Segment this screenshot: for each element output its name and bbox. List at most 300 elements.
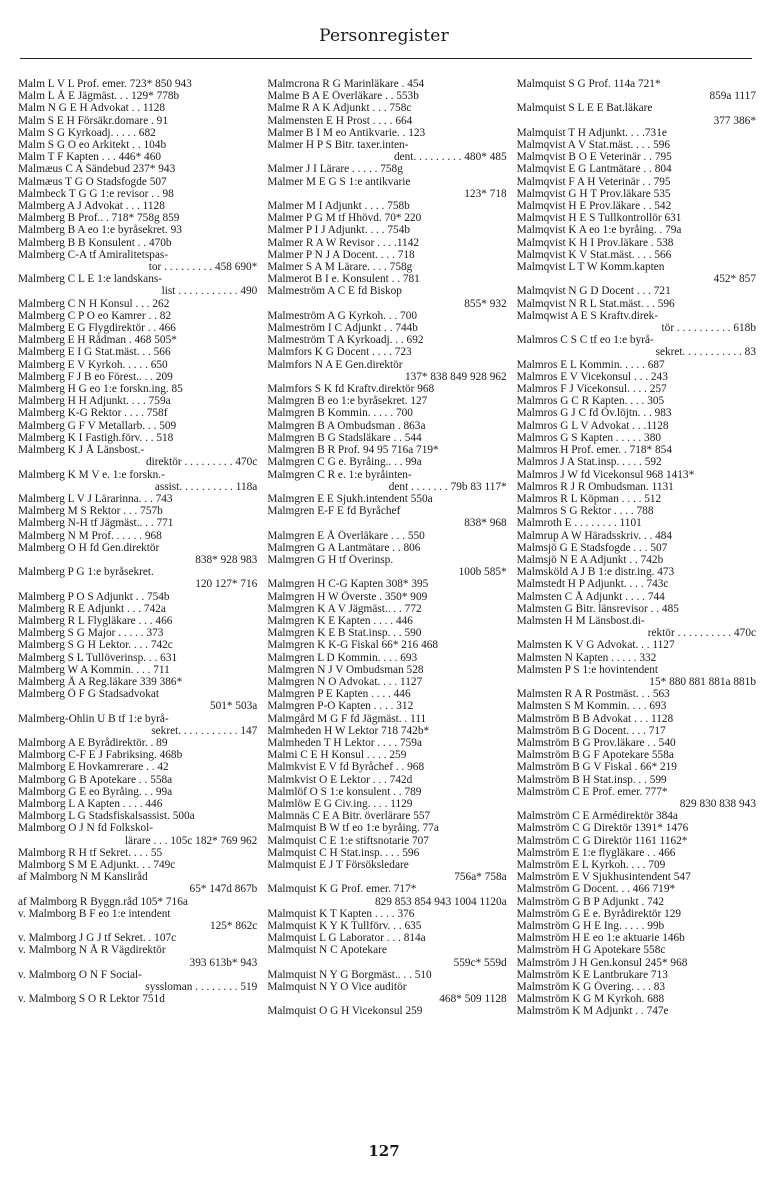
entry-continuation: 120 127* 716 [195, 578, 258, 591]
register-entry [517, 237, 756, 249]
register-entry [267, 90, 506, 102]
entry-text: Malmeström A G Kyrkoh. . . 700 [267, 309, 418, 322]
register-entry [517, 847, 756, 859]
entry-text: Malmberg B A eo 1:e byråsekret. 93 [18, 224, 182, 237]
entry-text: Malmquist O G H Vicekonsul 259 [267, 1005, 423, 1018]
register-entry [517, 883, 756, 895]
register-entry [267, 505, 506, 529]
entry-text: Malmström G B P Adjunkt . 742 [516, 895, 665, 908]
register-entry [267, 639, 506, 651]
entry-text: v. Malmborg B F eo 1:e intendent [18, 907, 171, 920]
entry-text: Malmgren C R e. 1:e byråinten- [267, 468, 412, 481]
entry-text: Malmgren K K-G Fiskal 66* 216 468 [267, 639, 439, 652]
register-entry [18, 847, 257, 859]
register-entry [267, 664, 506, 676]
entry-text: Malmberg E H Rådman . 468 505* [18, 334, 177, 347]
register-entry [267, 200, 506, 212]
entry-text: Malmström G Docent. . . 466 719* [516, 883, 676, 896]
entry-text: Malmström C E Armédirektör 384a [516, 810, 678, 823]
register-entry [18, 761, 257, 773]
entry-continuation: direktör . . . . . . . . . 470c [145, 456, 258, 469]
register-entry [18, 359, 257, 371]
entry-text: Malmsten H M Länsbost.di- [516, 614, 645, 627]
entry-text: Malmheden T H Lektor . . . . 759a [267, 736, 422, 749]
register-column-3 [517, 78, 756, 1110]
entry-text: Malme R A K Adjunkt . . . 758c [267, 102, 412, 115]
register-entry [517, 517, 756, 529]
entry-text: Malmberg M S Rektor . . . 757b [18, 505, 163, 518]
register-entry [18, 115, 257, 127]
entry-text: Malmberg W A Kommin. . . . 711 [18, 663, 170, 676]
entry-text: Malmström K G M Kyrkoh. 688 [516, 993, 665, 1006]
entry-text: Malmros H Prof. emer. . 718* 854 [516, 444, 672, 457]
entry-text: Malmberg C-A tf Amiralitetspas- [18, 248, 169, 261]
entry-continuation: dent. . . . . . . . . 480* 485 [394, 151, 507, 164]
entry-text: Malmsten G Bitr. länsrevisor . . 485 [516, 602, 679, 615]
entry-text: Malmström K G Övering. . . . 83 [516, 981, 666, 994]
register-column-2 [267, 78, 506, 1110]
entry-text: Malmquist N C Apotekare [267, 944, 387, 957]
entry-continuation: lärare . . . 105c 182* 769 962 [124, 834, 258, 847]
entry-text: Malmgren B G Stadsläkare . . 544 [267, 431, 422, 444]
entry-text: Malm T F Kapten . . . 446* 460 [18, 151, 161, 164]
register-entry [18, 249, 257, 273]
entry-text: Malmberg H G eo 1:e forskn.ing. 85 [18, 383, 183, 396]
register-entry [517, 139, 756, 151]
entry-text: Malmsten S M Kommin. . . . 693 [516, 700, 667, 713]
register-entry [517, 456, 756, 468]
register-entry [517, 908, 756, 920]
register-column-1 [18, 78, 257, 1110]
entry-text: Malmquist C E 1:e stiftsnotarie 707 [267, 834, 429, 847]
register-entry [18, 176, 257, 188]
register-entry [18, 517, 257, 529]
entry-text: Malmsjö G E Stadsfogde . . . 507 [516, 541, 668, 554]
register-entry [18, 444, 257, 468]
register-entry [18, 591, 257, 603]
register-entry [517, 78, 756, 102]
entry-text: Malmgren E E Sjukh.intendent 550a [267, 492, 433, 505]
entry-text: Malmfors K G Docent . . . . 723 [267, 346, 412, 359]
entry-continuation: assist. . . . . . . . . . 118a [154, 480, 258, 493]
entry-text: Malmberg L V J Lärarinna. . . 743 [18, 492, 173, 505]
entry-text: Malmensten E H Prost . . . . 664 [267, 114, 413, 127]
entry-continuation: 855* 932 [464, 297, 507, 310]
entry-text: Malmer H P S Bitr. taxer.inten- [267, 139, 409, 152]
entry-text: Malmquist K T Kapten . . . . 376 [267, 907, 415, 920]
register-entry [517, 774, 756, 786]
register-entry [517, 957, 756, 969]
register-entry [18, 627, 257, 639]
register-entry [267, 944, 506, 968]
entry-continuation: rektör . . . . . . . . . . 470c [647, 627, 756, 640]
entry-continuation: 15* 880 881 881a 881b [649, 675, 756, 688]
register-entry [517, 737, 756, 749]
register-entry [517, 383, 756, 395]
entry-text: Malmgård M G F fd Jägmäst. . 111 [267, 712, 427, 725]
entry-text: Malmeström I C Adjunkt . . 744b [267, 322, 418, 335]
entry-text: Malmeström T A Kyrkoadj. . . 692 [267, 334, 424, 347]
entry-text: Malmqvist K H I Prov.läkare . 538 [516, 236, 674, 249]
register-entry [267, 810, 506, 822]
entry-text: Malmström B G F Apotekare 558a [516, 749, 674, 762]
entry-text: Malmborg R H tf Sekret. . . . 55 [18, 846, 163, 859]
entry-text: Malmberg S G Major . . . . . 373 [18, 627, 164, 640]
entry-text: Malmberg S G H Lektor. . . . 742c [18, 639, 173, 652]
register-entry [517, 493, 756, 505]
entry-text: Malmberg E I G Stat.mäst. . . 566 [18, 346, 171, 359]
register-entry [18, 810, 257, 822]
register-entry [18, 822, 257, 846]
register-entry [18, 676, 257, 688]
register-entry [18, 200, 257, 212]
register-entry [18, 932, 257, 944]
register-entry [267, 395, 506, 407]
register-entry [267, 920, 506, 932]
entry-text: Malmström J H Gen.konsul 245* 968 [516, 956, 688, 969]
register-entry [517, 359, 756, 371]
register-entry [267, 969, 506, 981]
entry-text: Malmros G C R Kapten. . . . 305 [516, 395, 665, 408]
register-entry [517, 469, 756, 481]
register-entry [18, 224, 257, 236]
entry-text: Malmer B I M eo Antikvarie. . 123 [267, 126, 426, 139]
entry-text: Malmström B B Advokat . . . 1128 [516, 712, 674, 725]
register-entry [18, 615, 257, 627]
entry-text: Malme B A E Överläkare . . 553b [267, 90, 419, 103]
register-entry [267, 822, 506, 834]
register-entry [18, 652, 257, 664]
entry-continuation: 393 613b* 943 [189, 956, 258, 969]
entry-text: Malmborg A E Byrådirektör. . 89 [18, 736, 168, 749]
entry-text: Malmros E L Kommin. . . . . 687 [516, 358, 665, 371]
entry-text: Malmros G L V Advokat . . .1128 [516, 419, 669, 432]
entry-text: Malmqvist E G Lantmätare . . 804 [516, 163, 672, 176]
register-entry [517, 407, 756, 419]
register-entry [267, 908, 506, 920]
entry-text: Malm L Å E Jägmäst. . . 129* 778b [18, 90, 180, 103]
register-entry [267, 774, 506, 786]
page-number: 127 [368, 1142, 400, 1160]
register-entry [517, 664, 756, 688]
entry-text: Malmberg P O S Adjunkt . . 754b [18, 590, 170, 603]
entry-text: Malmgren E-F E fd Byråchef [267, 505, 401, 518]
entry-text: Malmsjö N E A Adjunkt . . 742b [516, 553, 664, 566]
entry-text: Malmberg R E Adjunkt . . . 742a [18, 602, 166, 615]
register-entry [18, 78, 257, 90]
entry-text: Malmberg N-H tf Jägmäst.. . . 771 [18, 517, 174, 530]
entry-text: af Malmborg N M Kansliråd [18, 871, 148, 884]
register-entry [267, 469, 506, 493]
entry-text: Malmfors N A E Gen.direktör [267, 358, 403, 371]
register-entry [517, 761, 756, 773]
entry-continuation: 559c* 559d [453, 956, 507, 969]
register-entry [517, 176, 756, 188]
entry-text: Malmbeck T G G 1:e revisor . . 98 [18, 187, 174, 200]
register-entry [267, 407, 506, 419]
entry-text: Malmberg C N H Konsul . . . 262 [18, 297, 170, 310]
entry-text: Malm N G E H Advokat . . 1128 [18, 102, 166, 115]
entry-text: Malmsten C Å Adjunkt . . . . 744 [516, 590, 665, 603]
register-entry [517, 188, 756, 200]
register-entry [18, 566, 257, 590]
entry-text: Malmström G E e. Byrådirektör 129 [516, 907, 682, 920]
register-entry [517, 371, 756, 383]
entry-text: Malmros F J Vicekonsul. . . . 257 [516, 383, 667, 396]
register-entry [18, 713, 257, 737]
entry-text: Malmgren K E B Stat.insp. . . 590 [267, 627, 422, 640]
entry-text: Malmquist S G Prof. 114a 721* [516, 78, 661, 90]
register-entry [517, 591, 756, 603]
register-entry [517, 896, 756, 908]
entry-text: Malmsten R A R Postmäst. . . 563 [516, 688, 670, 701]
entry-text: Malm S E H Försäkr.domare . 91 [18, 114, 168, 127]
register-entry [517, 822, 756, 834]
register-entry [18, 383, 257, 395]
register-entry [517, 212, 756, 224]
entry-text: Malmberg C P O eo Kamrer . . 82 [18, 309, 172, 322]
entry-continuation: 829 830 838 943 [679, 797, 756, 810]
register-entry [267, 652, 506, 664]
register-entry [517, 688, 756, 700]
register-entry [517, 432, 756, 444]
entry-text: Malmæus T G O Stadsfogde 507 [18, 175, 167, 188]
register-entry [18, 432, 257, 444]
entry-text: Malmer R A W Revisor . . . .1142 [267, 236, 419, 249]
register-entry [517, 749, 756, 761]
entry-text: Malmlöf O S 1:e konsulent . . 789 [267, 785, 422, 798]
register-entry [517, 932, 756, 944]
register-entry [517, 298, 756, 310]
register-entry [267, 578, 506, 590]
register-entry [267, 1005, 506, 1017]
entry-text: Malmer P I J Adjunkt. . . . 754b [267, 224, 411, 237]
register-entry [517, 542, 756, 554]
entry-text: Malmerot B I e. Konsulent . . 781 [267, 273, 420, 286]
register-entry [517, 420, 756, 432]
register-entry [18, 163, 257, 175]
entry-text: Malmström C E Prof. emer. 777* [516, 785, 668, 798]
entry-text: Malmgren C G e. Byråing.. . . 99a [267, 456, 422, 469]
entry-text: Malmros R J R Ombudsman. 1131 [516, 480, 674, 493]
register-entry [517, 944, 756, 956]
page-title: Personregister [319, 26, 449, 46]
entry-text: Malmros J A Stat.insp. . . . . 592 [516, 456, 662, 469]
entry-text: Malmsten K V G Advokat. . . 1127 [516, 639, 675, 652]
register-entry [18, 664, 257, 676]
entry-continuation: 65* 147d 867b [189, 883, 258, 896]
register-entry [267, 798, 506, 810]
register-entry [517, 481, 756, 493]
register-entry [517, 334, 756, 358]
register-entry [517, 200, 756, 212]
entry-text: Malmros G S Kapten . . . . . 380 [516, 431, 661, 444]
entry-text: v. Malmborg J G J tf Sekret. . 107c [18, 932, 177, 945]
entry-text: Malmqvist N G D Docent . . . 721 [516, 285, 671, 298]
entry-text: Malmberg Å A Reg.läkare 339 386* [18, 675, 183, 688]
entry-text: Malmström H G Apotekare 558c [516, 944, 666, 957]
entry-continuation: 838* 928 983 [195, 553, 258, 566]
entry-text: v. Malmborg O N F Social- [18, 968, 142, 981]
register-entry [18, 237, 257, 249]
register-entry [267, 749, 506, 761]
register-entry [517, 310, 756, 334]
register-entry [267, 700, 506, 712]
entry-text: Malmström B G V Fiskal . 66* 219 [516, 761, 677, 774]
entry-text: Malmgren G A Lantmätare . . 806 [267, 541, 421, 554]
entry-text: Malmberg A J Advokat . . . 1128 [18, 200, 165, 213]
register-entry [517, 249, 756, 261]
register-entry [267, 761, 506, 773]
register-entry [517, 713, 756, 725]
register-entry [267, 163, 506, 175]
register-entry [267, 212, 506, 224]
entry-text: Malmberg S L Tullöverinsp. . . 631 [18, 651, 178, 664]
entry-text: Malmheden H W Lektor 718 742b* [267, 724, 430, 737]
entry-text: Malmros E V Vicekonsul . . . 243 [516, 370, 668, 383]
register-entry [18, 737, 257, 749]
entry-text: Malmberg H H Adjunkt. . . . 759a [18, 395, 171, 408]
entry-text: Malmer S A M Lärare. . . . 758g [267, 261, 413, 274]
register-entry [267, 346, 506, 358]
entry-text: Malmström B G Docent. . . . 717 [516, 724, 666, 737]
register-entry [18, 102, 257, 114]
register-entry [517, 566, 756, 578]
register-entry [18, 346, 257, 358]
entry-text: Malmgren N J V Ombudsman 528 [267, 663, 424, 676]
entry-text: Malmros G J C fd Öv.löjtn. . . 983 [516, 407, 672, 420]
entry-text: Malmquist N Y G Borgmäst.. . . 510 [267, 968, 432, 981]
entry-text: Malmi C E H Konsul . . . . 259 [267, 749, 407, 762]
entry-text: Malmqvist B O E Veterinär . . 795 [516, 151, 672, 164]
entry-text: Malmberg K I Fastigh.förv. . . 518 [18, 431, 174, 444]
entry-text: Malmberg P G 1:e byråsekret. [18, 566, 154, 579]
register-entry [517, 554, 756, 566]
register-entry [267, 115, 506, 127]
entry-text: Malmström B H Stat.insp. . . 599 [516, 773, 667, 786]
register-entry [267, 285, 506, 309]
register-entry [517, 395, 756, 407]
register-entry [18, 639, 257, 651]
entry-text: Malmberg F J B eo Förest.. . . 209 [18, 370, 173, 383]
register-entry [18, 603, 257, 615]
register-entry [267, 310, 506, 322]
register-entry [267, 859, 506, 883]
entry-text: Malm S G O eo Arkitekt . . 104b [18, 139, 167, 152]
register-entry [517, 505, 756, 517]
register-entry [267, 627, 506, 639]
register-entry [267, 139, 506, 163]
register-entry [267, 237, 506, 249]
register-entry [517, 127, 756, 139]
register-columns [18, 78, 756, 1110]
entry-text: Malmberg K-G Rektor . . . . 758f [18, 407, 168, 420]
register-entry [267, 127, 506, 139]
register-entry [18, 993, 257, 1005]
register-entry [18, 334, 257, 346]
entry-continuation: 100b 585* [458, 566, 507, 579]
register-entry [267, 932, 506, 944]
entry-text: Malmqvist K V Stat.mäst. . . . 566 [516, 248, 672, 261]
register-entry [267, 847, 506, 859]
entry-text: Malmgren N O Advokat. . . . 1127 [267, 675, 423, 688]
entry-text: Malmborg S M E Adjunkt. . . 749c [18, 859, 176, 871]
entry-text: Malmquist B W tf eo 1:e byråing. 77a [267, 822, 439, 835]
entry-text: Malmström E V Sjukhusintendent 547 [516, 871, 691, 884]
entry-continuation: list . . . . . . . . . . . 490 [161, 285, 258, 298]
entry-text: Malmquist L G Laborator . . . 814a [267, 932, 426, 945]
entry-text: Malmsten P S 1:e hovintendent [516, 663, 659, 676]
entry-continuation: 829 853 854 943 1004 1120a [374, 895, 507, 908]
register-entry [267, 102, 506, 114]
register-entry [517, 871, 756, 883]
entry-text: Malmström K M Adjunkt . . 747e [516, 1005, 669, 1018]
entry-text: Malmberg-Ohlin U B tf 1:e byrå- [18, 712, 169, 725]
register-entry [267, 176, 506, 200]
register-entry [18, 944, 257, 968]
register-entry [517, 639, 756, 651]
entry-continuation: 137* 838 849 928 962 [404, 370, 507, 383]
entry-continuation: sekret. . . . . . . . . . . 147 [151, 724, 258, 737]
register-entry [18, 420, 257, 432]
register-entry [517, 969, 756, 981]
entry-text: Malmros C S C tf eo 1:e byrå- [516, 334, 654, 347]
register-entry [18, 407, 257, 419]
entry-text: Malmroth E . . . . . . . . 1101 [516, 517, 642, 530]
register-entry [267, 835, 506, 847]
entry-text: Malmström C G Direktör 1161 1162* [516, 834, 688, 847]
entry-continuation: 452* 857 [713, 273, 756, 286]
entry-text: Malmeström A C E fd Biskop [267, 285, 402, 298]
register-entry [267, 591, 506, 603]
register-entry [18, 542, 257, 566]
register-entry [267, 554, 506, 578]
register-entry [267, 493, 506, 505]
entry-text: Malmberg O H fd Gen.direktör [18, 541, 160, 554]
register-entry [267, 530, 506, 542]
entry-text: Malmqwist A E S Kraftv.direk- [516, 309, 659, 322]
entry-text: Malmberg K J Å Länsbost.- [18, 444, 145, 457]
entry-text: Malmsköld A J B 1:e distr.ing. 473 [516, 566, 675, 579]
register-entry [267, 713, 506, 725]
register-entry [517, 530, 756, 542]
register-entry [18, 969, 257, 993]
entry-text: Malmqvist H E S Tullkontrollör 631 [516, 212, 682, 225]
register-entry [267, 444, 506, 456]
register-entry [517, 151, 756, 163]
register-entry [267, 383, 506, 395]
entry-continuation: 859a 1117 [709, 90, 756, 103]
entry-text: Malmqvist A V Stat.mäst. . . . 596 [516, 139, 671, 152]
register-entry [517, 224, 756, 236]
entry-text: Malmquist K Y K Tullförv. . . 635 [267, 920, 422, 933]
entry-text: Malm L V L Prof. emer. 723* 850 943 [18, 78, 192, 90]
register-entry [18, 273, 257, 297]
entry-text: Malmquist C H Stat.insp. . . . 596 [267, 846, 420, 859]
entry-text: Malmer M I Adjunkt . . . . 758b [267, 200, 410, 213]
entry-text: Malmström C G Direktör 1391* 1476 [516, 822, 689, 835]
entry-text: Malmqvist K A eo 1:e byråing. . 79a [516, 224, 682, 237]
entry-text: Malmqvist F A H Veterinär . . 795 [516, 175, 671, 188]
register-entry [517, 859, 756, 871]
entry-text: Malmström G H E Ing. . . . . 99b [516, 920, 665, 933]
entry-text: Malmgren P-O Kapten . . . . 312 [267, 700, 414, 713]
register-entry [18, 908, 257, 932]
entry-continuation: dent . . . . . . . 79b 83 117* [388, 480, 507, 493]
register-entry [267, 676, 506, 688]
register-entry [267, 883, 506, 907]
entry-text: Malmquist S L E E Bat.läkare [516, 102, 653, 115]
